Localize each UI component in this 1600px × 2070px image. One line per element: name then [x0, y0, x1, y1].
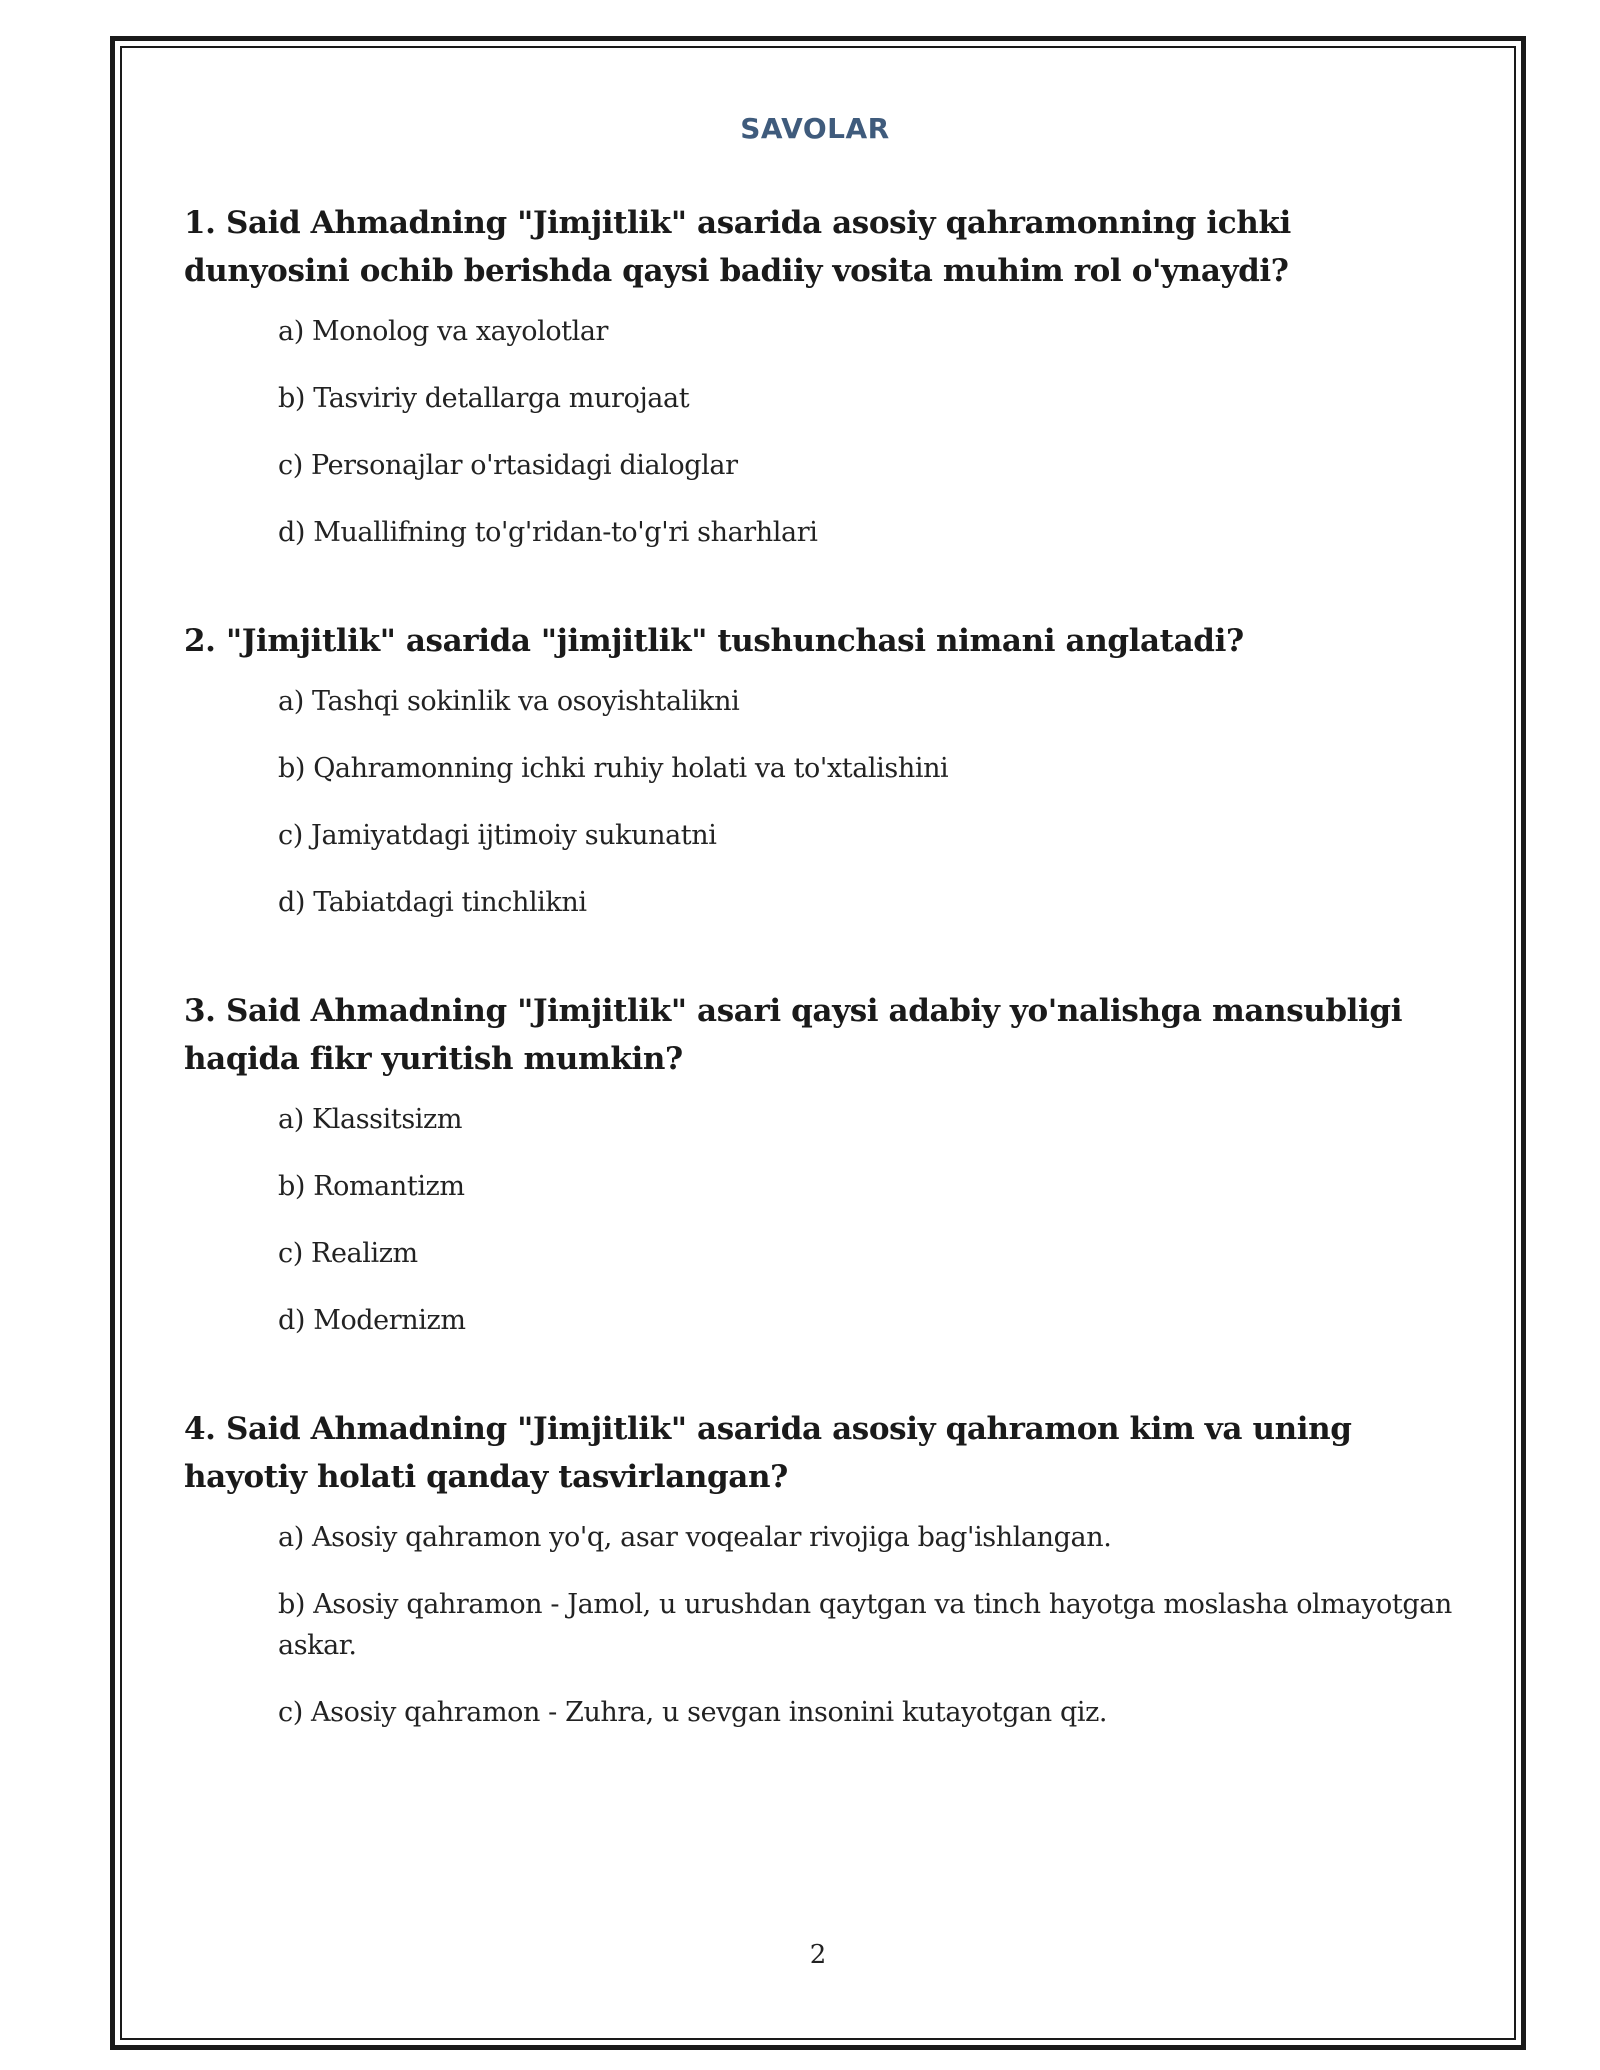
option-item: a) Klassitsizm — [278, 1104, 463, 1135]
question-text: 2. "Jimjitlik" asarida "jimjitlik" tushunchasi nimani anglatadi? — [184, 623, 1244, 659]
option-item: d) Modernizm — [278, 1305, 466, 1336]
option-list — [184, 681, 1454, 923]
option-item: d) Muallifning to'g'ridan-to'g'ri sharhlari — [278, 517, 818, 548]
option-item: b) Romantizm — [278, 1171, 465, 1202]
option-item: a) Monolog va xayolotlar — [278, 316, 609, 347]
question-block — [184, 199, 1454, 553]
option-list — [184, 1099, 1454, 1341]
option-item: c) Asosiy qahramon - Zuhra, u sevgan insonini kutayotgan qiz. — [278, 1697, 1108, 1728]
page-number: 2 — [809, 1940, 827, 1970]
option-item: b) Tasviriy detallarga murojaat — [278, 383, 690, 414]
page-heading: SAVOLAR — [740, 112, 890, 145]
option-item: a) Tashqi sokinlik va osoyishtalikni — [278, 686, 740, 717]
question-block — [184, 1405, 1454, 1733]
option-item: c) Personajlar o'rtasidagi dialoglar — [278, 450, 738, 481]
option-list — [184, 1517, 1454, 1733]
option-item: d) Tabiatdagi tinchlikni — [278, 887, 587, 918]
document-body — [184, 108, 1454, 1797]
question-block — [184, 617, 1454, 923]
question-text: 4. Said Ahmadning "Jimjitlik" asarida asosiy qahramon kim va uning hayotiy holati qanday tasvirlangan? — [184, 1411, 1352, 1495]
option-item: b) Asosiy qahramon - Jamol, u urushdan qaytgan va tinch hayotga moslasha olmayotgan askar. — [278, 1589, 1452, 1661]
option-item: c) Realizm — [278, 1238, 418, 1269]
option-item: a) Asosiy qahramon yo'q, asar voqealar rivojiga bag'ishlangan. — [278, 1522, 1112, 1553]
question-text: 1. Said Ahmadning "Jimjitlik" asarida asosiy qahramonning ichki dunyosini ochib berishda qaysi badiiy vosita muhim rol o'ynaydi? — [184, 205, 1291, 289]
question-block — [184, 987, 1454, 1341]
option-item: b) Qahramonning ichki ruhiy holati va to'xtalishini — [278, 753, 949, 784]
option-item: c) Jamiyatdagi ijtimoiy sukunatni — [278, 820, 717, 851]
option-list — [184, 311, 1454, 553]
question-text: 3. Said Ahmadning "Jimjitlik" asari qaysi adabiy yo'nalishga mansubligi haqida fikr yuritish mumkin? — [184, 993, 1403, 1077]
